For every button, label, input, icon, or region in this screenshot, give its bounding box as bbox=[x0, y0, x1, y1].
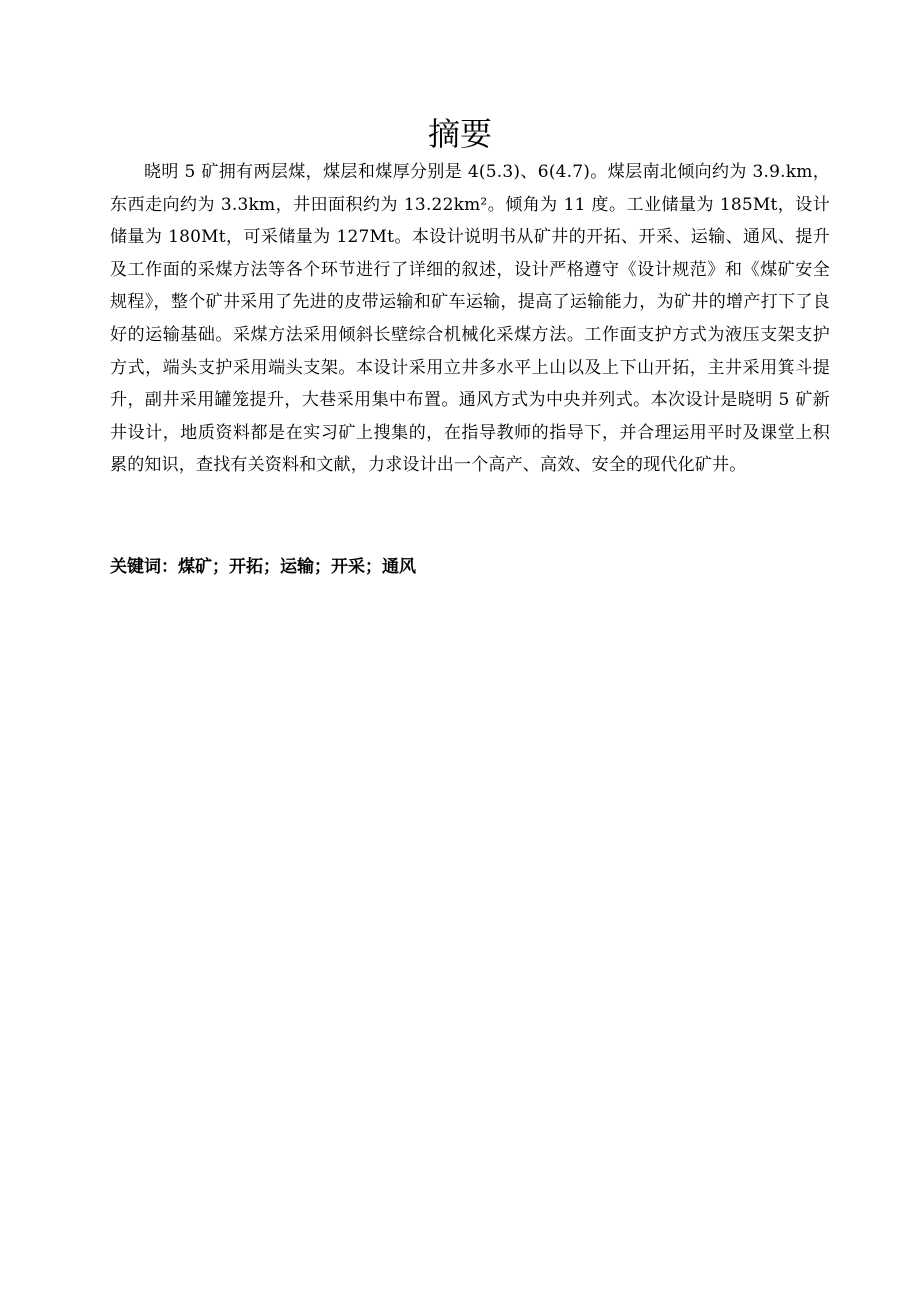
keywords-line: 关键词：煤矿；开拓；运输；开采；通风 bbox=[110, 557, 416, 577]
abstract-title: 摘要 bbox=[427, 115, 492, 153]
abstract-body: 晓明 5 矿拥有两层煤，煤层和煤厚分别是 4(5.3)、6(4.7)。煤层南北倾向约为 3.9.km，东西走向约为 3.3km，井田面积约为 13.22km²。倾角为 11 度。工业储量为 185Mt，设计储量为 180Mt，可采储量为 127Mt。本设计说明书从矿井的开拓、开采、运输、通风、提升及工作面的采煤方法等各个环节进行了详细的叙述，设计严格遵守《设计规范》和《煤矿安全规程》，整个矿井采用了先进的皮带运输和矿车运输，提高了运输能力，为矿井的增产打下了良好的运输基础。采煤方法采用倾斜长壁综合机械化采煤方法。工作面支护方式为液压支架支护方式，端头支护采用端头支架。本设计采用立井多水平上山以及上下山开拓，主井采用箕斗提升，副井采用罐笼提升，大巷采用集中布置。通风方式为中央并列式。本次设计是晓明 5 矿新井设计，地质资料都是在实习矿上搜集的，在指导教师的指导下，并合理运用平时及课堂上积累的知识，查找有关资料和文献，力求设计出一个高产、高效、安全的现代化矿井。 bbox=[110, 162, 830, 476]
